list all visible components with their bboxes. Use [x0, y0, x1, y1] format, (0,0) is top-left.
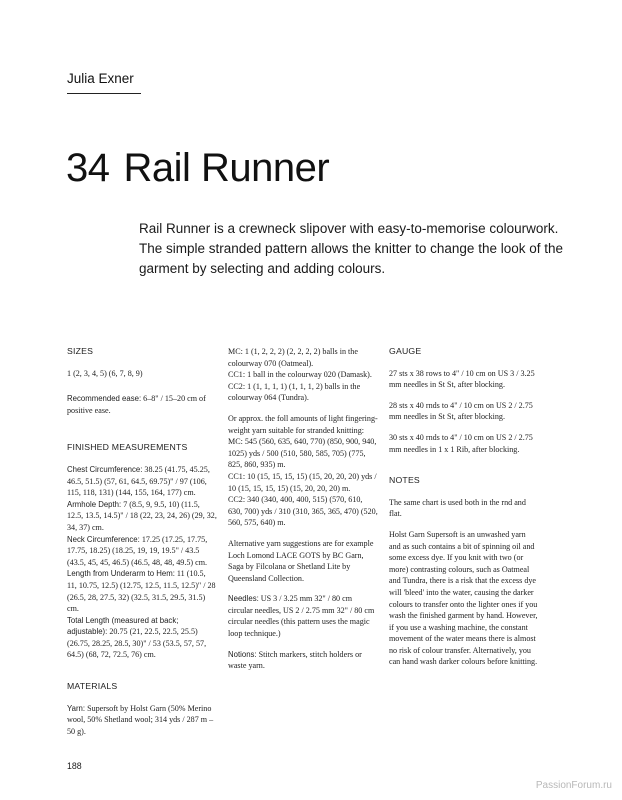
page-title	[66, 146, 329, 191]
pattern-number: 34	[66, 146, 110, 190]
ease-text: 6–8" / 15–20 cm of positive ease.	[67, 394, 206, 415]
colour-item: CC1: 1 ball in the colourway 020 (Damask).	[228, 370, 372, 380]
measurement-label: Length from Underarm to Hem:	[67, 569, 175, 579]
notions-text: Stitch markers, stitch holders or waste yarn.	[228, 649, 362, 671]
notions-info	[228, 649, 378, 672]
needles-info	[228, 593, 378, 639]
page-number: 188	[67, 761, 82, 771]
pattern-name: Rail Runner	[123, 146, 330, 190]
measurement-item	[67, 568, 217, 614]
gauge-item: 28 sts x 40 rnds to 4" / 10 cm on US 2 / 2.75 mm needles in St St, after blocking.	[389, 400, 533, 422]
measurement-text: 7 (8.5, 9, 9.5, 10) (11.5, 12.5, 13.5, 14.5)" / 18 (22, 23, 24, 26) (29, 32, 34, 37) cm.	[67, 499, 217, 532]
intro-paragraph: Rail Runner is a crewneck slipover with easy-to-memorise colourwork. The simple stranded pattern allows the knitter to change the look of the garment by selecting and adding colours.	[139, 221, 563, 276]
measurement-label: Total Length (measured at back; adjustable):	[67, 615, 179, 637]
measurement-item	[67, 534, 217, 569]
measurement-text: 38.25 (41.75, 45.25, 46.5, 51.5) (57, 61, 64.5, 69.75)" / 97 (106, 115, 118, 131) (144, 155, 164, 177) cm.	[67, 464, 210, 498]
measurement-text: 17.25 (17.25, 17.75, 17.75, 18.25) (18.25, 19, 19, 19.5" / 43.5 (43.5, 45, 45, 46.5) (46.5, 48, 48, 49.5) cm.	[67, 534, 208, 567]
measurement-label: Chest Circumference:	[67, 464, 143, 474]
note-item: Holst Garn Supersoft is an unwashed yarn and as such contains a bit of spinning oil and some excess dye. If you knit with two (or more) contrasting colours, such as Oatmeal and Tundra, there is a risk that the excess dye will 'bleed' into the water, causing the darker colours to transfer onto the lighter ones if you wash the finished garment by hand. However, if you use a washing machine, the constant movement of the water means there is almost no risk of colour transfer. Alternatively, you can hand wash darker colours before knitting.	[389, 529, 538, 667]
sizes-heading: SIZES	[67, 346, 94, 356]
measurement-text: 11 (10.5, 11, 10.75, 12.5) (12.75, 12.5, 11.5, 12.5)" / 28 (26.5, 28, 27.5, 32) (32.5, 31.5, 29.5, 31.5) cm.	[67, 569, 216, 614]
needles-text: US 3 / 3.25 mm 32" / 80 cm circular needles, US 2 / 2.75 mm 32" / 80 cm circular needles (this pattern uses the magic loop technique.)	[228, 594, 375, 639]
column-right	[389, 346, 539, 668]
measurement-label: Neck Circumference:	[67, 534, 140, 544]
alt-colour-item: MC: 545 (560, 635, 640, 770) (850, 900, 940, 1025) yds / 500 (510, 580, 585, 705) (775, 825, 860, 935) m.	[228, 437, 377, 470]
gauge-item: 27 sts x 38 rows to 4" / 10 cm on US 3 / 3.25 mm needles in St St, after blocking.	[389, 368, 535, 390]
alternative-yarns: Alternative yarn suggestions are for example Loch Lomond LACE GOTS by BC Garn, Saga by Filcolana or Shetland Lite by Queensland Collection.	[228, 538, 374, 583]
note-item: The same chart is used both in the rnd and flat.	[389, 497, 526, 519]
alt-colour-item: CC1: 10 (15, 15, 15, 15) (15, 20, 20, 20) yds / 10 (15, 15, 15, 15) (15, 20, 20, 20) m.	[228, 471, 377, 493]
ease-label: Recommended ease:	[67, 394, 142, 404]
needles-label: Needles:	[228, 594, 259, 604]
yarn-info	[67, 703, 217, 738]
colour-item: CC2: 1 (1, 1, 1, 1) (1, 1, 1, 2) balls in the colourway 064 (Tundra).	[228, 381, 361, 403]
colour-item: MC: 1 (1, 2, 2, 2) (2, 2, 2, 2) balls in the colourway 070 (Oatmeal).	[228, 347, 358, 368]
measurement-item	[67, 464, 217, 499]
column-middle	[228, 346, 378, 672]
measurement-label: Armhole Depth:	[67, 499, 122, 509]
yarn-label: Yarn:	[67, 703, 86, 713]
measurement-item	[67, 499, 217, 534]
alt-amounts-intro: Or approx. the foll amounts of light fingering-weight yarn suitable for stranded knitting:	[228, 413, 378, 435]
finished-measurements-heading: FINISHED MEASUREMENTS	[67, 442, 188, 453]
sizes-list: 1 (2, 3, 4, 5) (6, 7, 8, 9)	[67, 368, 143, 378]
yarn-text: Supersoft by Holst Garn (50% Merino wool, 50% Shetland wool; 314 yds / 287 m – 50 g).	[67, 703, 214, 736]
measurement-item	[67, 615, 217, 661]
watermark: PassionForum.ru	[535, 780, 612, 791]
author-underline	[67, 93, 141, 94]
alt-colour-item: CC2: 340 (340, 400, 400, 515) (570, 610, 630, 700) yds / 310 (310, 365, 365, 470) (520, 560, 575, 640) m.	[228, 495, 378, 528]
author-name: Julia Exner	[67, 71, 134, 86]
gauge-heading: GAUGE	[389, 346, 422, 356]
measurement-text: 20.75 (21, 22.5, 22.5, 25.5) (26.75, 28.25, 28.5, 30)" / 53 (53.5, 57, 57, 64.5) (68, 72, 72.5, 76) cm.	[67, 627, 207, 660]
gauge-item: 30 sts x 40 rnds to 4" / 10 cm on US 2 / 2.75 mm needles in 1 x 1 Rib, after blocking.	[389, 432, 533, 454]
notes-heading: NOTES	[389, 475, 420, 486]
notions-label: Notions:	[228, 649, 257, 659]
column-left	[67, 346, 217, 737]
materials-heading: MATERIALS	[67, 681, 118, 692]
recommended-ease	[67, 393, 217, 416]
